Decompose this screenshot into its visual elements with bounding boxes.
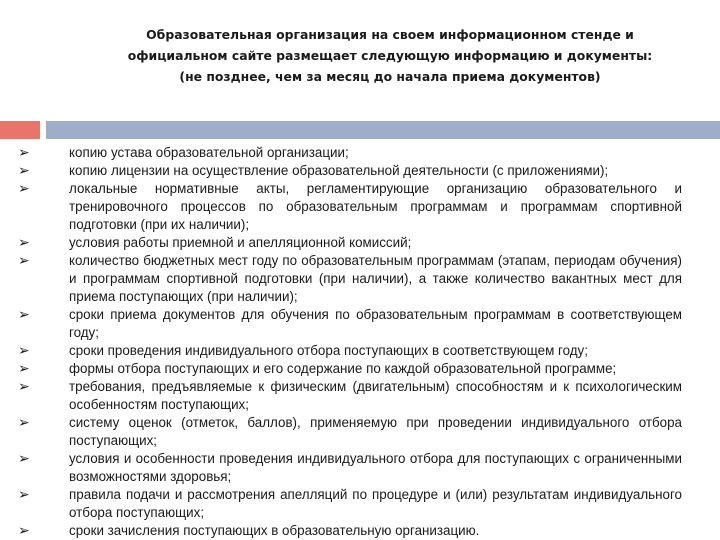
arrow-bullet-icon: ➢ xyxy=(18,451,30,467)
list-item-text: количество бюджетных мест году по образовательным программам (этапам, периодам обучения) и программам спортивной подготовки (при наличии), а также количество вакантных мест для приема поступающих (при наличии); xyxy=(69,253,682,304)
list-item xyxy=(0,486,720,522)
list-item-text: сроки зачисления поступающих в образовательную организацию. xyxy=(69,523,480,538)
arrow-bullet-icon: ➢ xyxy=(18,253,30,269)
arrow-bullet-icon: ➢ xyxy=(18,415,30,431)
list-item-text: копию лицензии на осуществление образовательной деятельности (с приложениями); xyxy=(69,163,609,178)
list-item xyxy=(0,378,720,414)
list-item xyxy=(0,234,720,252)
arrow-bullet-icon: ➢ xyxy=(18,523,30,539)
list-item-text: систему оценок (отметок, баллов), применяемую при проведении индивидуального отбора поступающих; xyxy=(69,415,682,448)
header-divider-bar xyxy=(46,121,720,139)
arrow-bullet-icon: ➢ xyxy=(18,343,30,359)
list-item-text: локальные нормативные акты, регламентирующие организацию образовательного и тренировочного процессов по образовательным программам и программам спортивной подготовки (при их наличии); xyxy=(69,181,682,232)
arrow-bullet-icon: ➢ xyxy=(18,379,30,395)
arrow-bullet-icon: ➢ xyxy=(18,487,30,503)
arrow-bullet-icon: ➢ xyxy=(18,181,30,197)
list-item-text: правила подачи и рассмотрения апелляций по процедуре и (или) результатам индивидуального отбора поступающих; xyxy=(69,487,682,520)
arrow-bullet-icon: ➢ xyxy=(18,361,30,377)
accent-divider-block xyxy=(0,121,40,139)
list-item-text: копию устава образовательной организации; xyxy=(69,145,349,160)
list-item-text: условия работы приемной и апелляционной комиссий; xyxy=(69,235,412,250)
list-item xyxy=(0,252,720,306)
arrow-bullet-icon: ➢ xyxy=(18,235,30,251)
list-item xyxy=(0,360,720,378)
arrow-bullet-icon: ➢ xyxy=(18,145,30,161)
list-item-text: формы отбора поступающих и его содержание по каждой образовательной программе; xyxy=(69,361,617,376)
title-line-1: Образовательная организация на своем информационном стенде и xyxy=(146,27,634,42)
arrow-bullet-icon: ➢ xyxy=(18,307,30,323)
list-item xyxy=(0,450,720,486)
document-list xyxy=(0,144,720,540)
arrow-bullet-icon: ➢ xyxy=(18,163,30,179)
list-item xyxy=(0,306,720,342)
list-item xyxy=(0,162,720,180)
title-line-3: (не позднее, чем за месяц до начала приема документов) xyxy=(179,69,601,84)
list-item xyxy=(0,522,720,540)
list-item-text: требования, предъявляемые к физическим (двигательным) способностям и к психологическим особенностям поступающих; xyxy=(69,379,682,412)
page-title xyxy=(110,24,670,87)
list-item xyxy=(0,180,720,234)
list-item xyxy=(0,342,720,360)
list-item-text: сроки проведения индивидуального отбора поступающих в соответствующем году; xyxy=(69,343,588,358)
list-item-text: сроки приема документов для обучения по образовательным программам в соответствующем году; xyxy=(69,307,682,340)
list-item xyxy=(0,144,720,162)
list-item xyxy=(0,414,720,450)
list-item-text: условия и особенности проведения индивидуального отбора для поступающих с ограниченными возможностями здоровья; xyxy=(69,451,682,484)
title-line-2: официальном сайте размещает следующую информацию и документы: xyxy=(127,48,653,63)
